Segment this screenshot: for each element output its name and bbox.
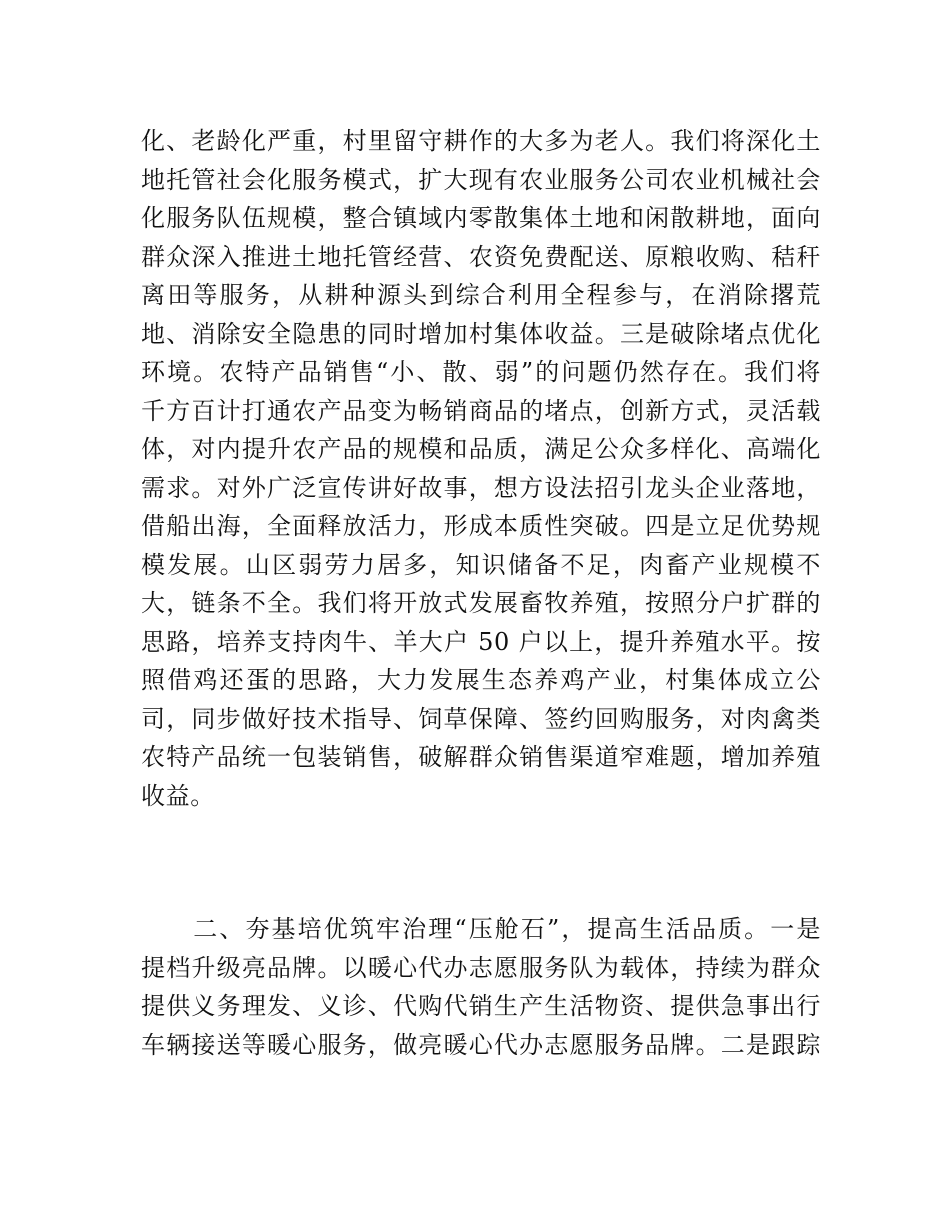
text-line: 提供义务理发、义诊、代购代销生产生活物资、提供急事出行 xyxy=(141,992,821,1020)
text-line: 地托管社会化服务模式，扩大现有农业服务公司农业机械社会 xyxy=(141,165,821,194)
text-line: 群众深入推进土地托管经营、农资免费配送、原粮收购、秸秆 xyxy=(141,242,821,271)
paragraph-1 xyxy=(141,122,821,815)
text-line: 农特产品统一包装销售，破解群众销售渠道窄难题，增加养殖 xyxy=(141,743,821,771)
text-line: 收益。 xyxy=(141,781,215,810)
paragraph-2 xyxy=(141,910,821,1064)
text-line: 照借鸡还蛋的思路，大力发展生态养鸡产业，村集体成立公 xyxy=(141,666,821,694)
text-line: 司，同步做好技术指导、饲草保障、签约回购服务，对肉禽类 xyxy=(141,704,821,733)
text-line: 大，链条不全。我们将开放式发展畜牧养殖，按照分户扩群的 xyxy=(141,589,821,617)
text-line: 二、夯基培优筑牢治理“压舱石”，提高生活品质。一是 xyxy=(141,915,821,943)
text-line: 化、老龄化严重，村里留守耕作的大多为老人。我们将深化土 xyxy=(141,127,821,155)
text-line: 需求。对外广泛宣传讲好故事，想方设法招引龙头企业落地， xyxy=(141,473,821,502)
text-line: 提档升级亮品牌。以暖心代办志愿服务队为载体，持续为群众 xyxy=(141,953,821,982)
text-line: 千方百计打通农产品变为畅销商品的堵点，创新方式，灵活载 xyxy=(141,396,821,425)
text-line: 模发展。山区弱劳力居多，知识储备不足，肉畜产业规模不 xyxy=(141,550,821,579)
text-line: 环境。农特产品销售“小、散、弱”的问题仍然存在。我们将 xyxy=(141,358,821,386)
text-line: 离田等服务，从耕种源头到综合利用全程参与，在消除撂荒 xyxy=(141,281,821,309)
text-line: 体，对内提升农产品的规模和品质，满足公众多样化、高端化 xyxy=(141,435,821,463)
text-line: 车辆接送等暖心服务，做亮暖心代办志愿服务品牌。二是跟踪 xyxy=(141,1030,821,1059)
text-line: 借船出海，全面释放活力，形成本质性突破。四是立足优势规 xyxy=(141,512,821,540)
text-line: 思路，培养支持肉牛、羊大户 50 户以上，提升养殖水平。按 xyxy=(141,627,821,656)
text-line: 化服务队伍规模，整合镇域内零散集体土地和闲散耕地，面向 xyxy=(141,204,821,232)
text-line: 地、消除安全隐患的同时增加村集体收益。三是破除堵点优化 xyxy=(141,319,821,348)
